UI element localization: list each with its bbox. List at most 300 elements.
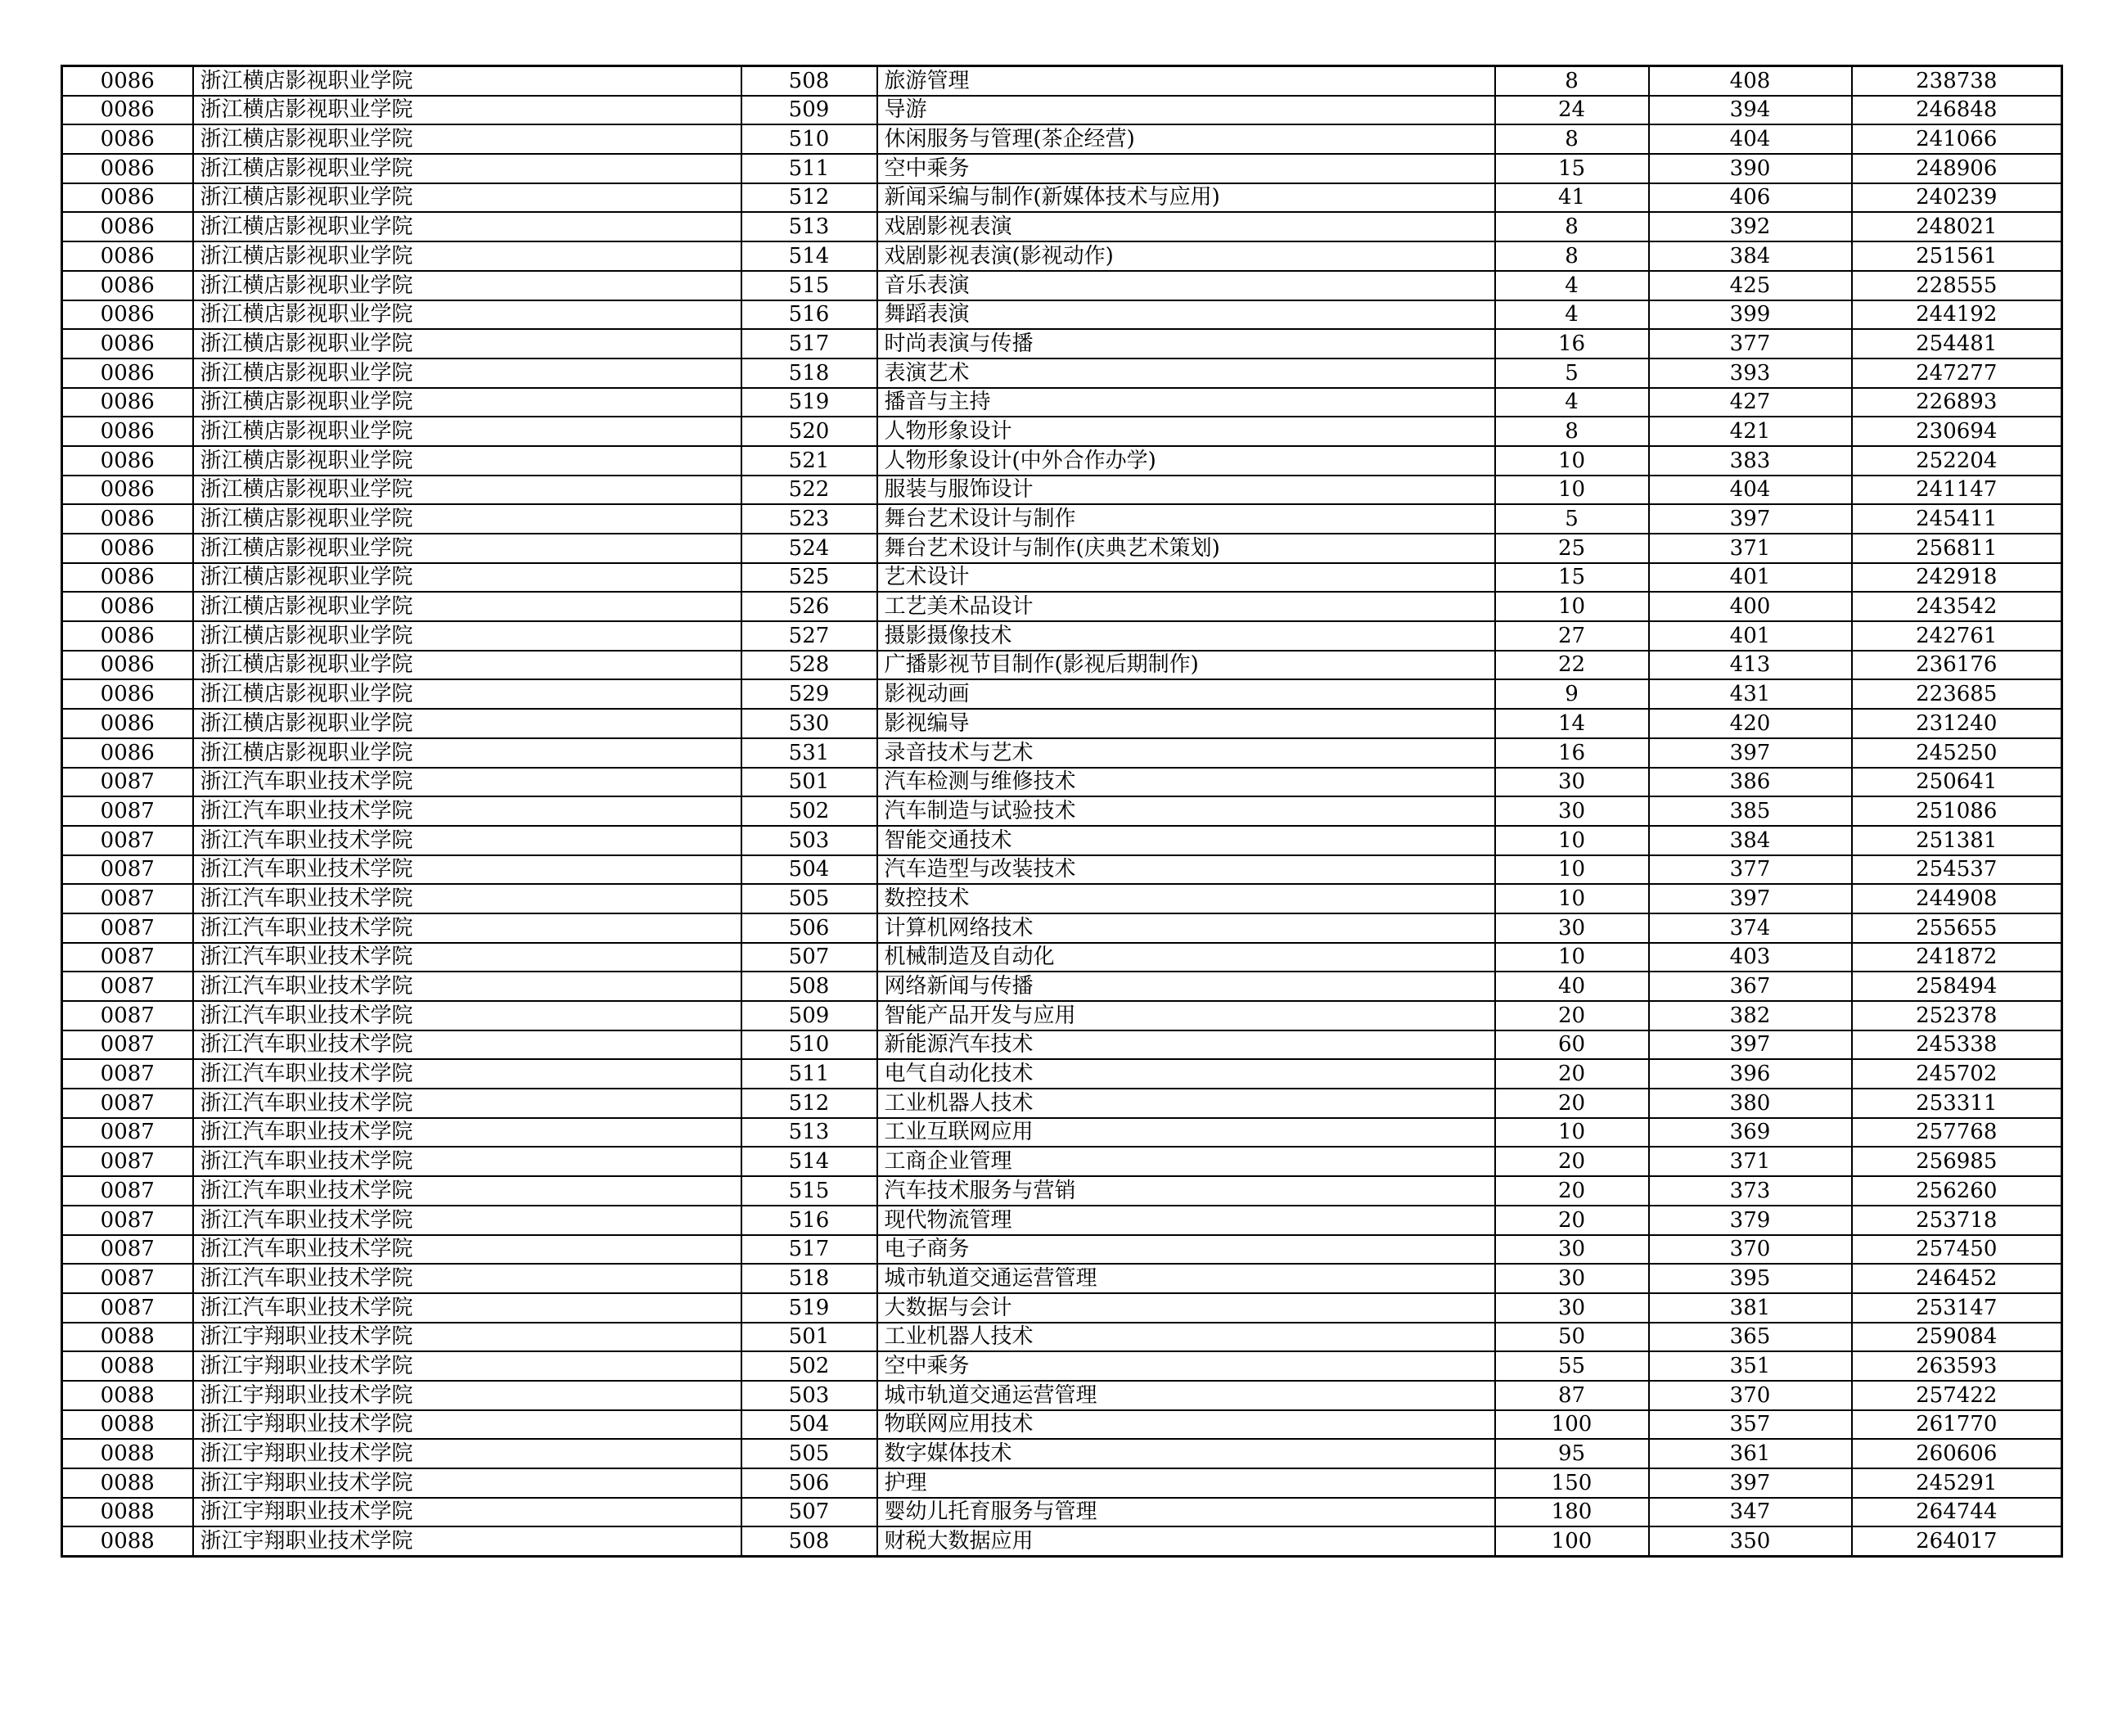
school-code-cell: 0086 — [62, 212, 193, 241]
quota-cell: 30 — [1495, 913, 1649, 943]
score-cell: 397 — [1649, 504, 1852, 534]
school-name-cell: 浙江宇翔职业技术学院 — [193, 1526, 741, 1556]
school-code-cell: 0086 — [62, 504, 193, 534]
quota-cell: 15 — [1495, 563, 1649, 593]
school-name-cell: 浙江汽车职业技术学院 — [193, 1147, 741, 1176]
quota-cell: 8 — [1495, 417, 1649, 446]
school-name-cell: 浙江横店影视职业学院 — [193, 592, 741, 621]
rank-cell: 246452 — [1852, 1264, 2062, 1293]
school-name-cell: 浙江汽车职业技术学院 — [193, 1264, 741, 1293]
rank-cell: 245338 — [1852, 1030, 2062, 1060]
quota-cell: 4 — [1495, 300, 1649, 330]
table-row — [62, 358, 2062, 388]
quota-cell: 30 — [1495, 1264, 1649, 1293]
school-code-cell: 0087 — [62, 768, 193, 797]
school-name-cell: 浙江汽车职业技术学院 — [193, 796, 741, 826]
rank-cell: 245411 — [1852, 504, 2062, 534]
major-code-cell: 525 — [741, 563, 877, 593]
school-name-cell: 浙江横店影视职业学院 — [193, 417, 741, 446]
quota-cell: 24 — [1495, 96, 1649, 125]
major-name-cell: 计算机网络技术 — [877, 913, 1495, 943]
major-name-cell: 舞蹈表演 — [877, 300, 1495, 330]
table-row — [62, 154, 2062, 183]
major-name-cell: 休闲服务与管理(茶企经营) — [877, 124, 1495, 154]
school-code-cell: 0086 — [62, 476, 193, 505]
score-cell: 384 — [1649, 826, 1852, 855]
major-name-cell: 影视动画 — [877, 679, 1495, 709]
major-name-cell: 婴幼儿托育服务与管理 — [877, 1498, 1495, 1527]
quota-cell: 10 — [1495, 446, 1649, 476]
rank-cell: 257450 — [1852, 1235, 2062, 1265]
table-row — [62, 1498, 2062, 1527]
score-cell: 350 — [1649, 1526, 1852, 1556]
rank-cell: 241872 — [1852, 943, 2062, 972]
school-name-cell: 浙江汽车职业技术学院 — [193, 855, 741, 885]
major-name-cell: 汽车制造与试验技术 — [877, 796, 1495, 826]
quota-cell: 8 — [1495, 66, 1649, 96]
score-cell: 393 — [1649, 358, 1852, 388]
rank-cell: 244192 — [1852, 300, 2062, 330]
score-cell: 380 — [1649, 1089, 1852, 1118]
score-cell: 397 — [1649, 1468, 1852, 1498]
quota-cell: 5 — [1495, 504, 1649, 534]
school-name-cell: 浙江横店影视职业学院 — [193, 621, 741, 651]
table-row — [62, 534, 2062, 563]
table-row — [62, 329, 2062, 358]
major-code-cell: 504 — [741, 1410, 877, 1440]
quota-cell: 100 — [1495, 1526, 1649, 1556]
major-code-cell: 513 — [741, 212, 877, 241]
school-name-cell: 浙江横店影视职业学院 — [193, 709, 741, 738]
score-cell: 384 — [1649, 241, 1852, 271]
major-code-cell: 524 — [741, 534, 877, 563]
major-code-cell: 514 — [741, 241, 877, 271]
rank-cell: 253311 — [1852, 1089, 2062, 1118]
rank-cell: 236176 — [1852, 651, 2062, 680]
quota-cell: 20 — [1495, 1001, 1649, 1030]
major-code-cell: 502 — [741, 796, 877, 826]
school-name-cell: 浙江汽车职业技术学院 — [193, 884, 741, 913]
table-row — [62, 621, 2062, 651]
table-row — [62, 768, 2062, 797]
quota-cell: 22 — [1495, 651, 1649, 680]
school-name-cell: 浙江宇翔职业技术学院 — [193, 1351, 741, 1381]
major-code-cell: 508 — [741, 1526, 877, 1556]
major-name-cell: 工业机器人技术 — [877, 1089, 1495, 1118]
quota-cell: 4 — [1495, 271, 1649, 300]
table-row — [62, 679, 2062, 709]
rank-cell: 248021 — [1852, 212, 2062, 241]
school-code-cell: 0087 — [62, 1235, 193, 1265]
table-row — [62, 1410, 2062, 1440]
school-code-cell: 0088 — [62, 1498, 193, 1527]
major-code-cell: 511 — [741, 154, 877, 183]
major-code-cell: 507 — [741, 1498, 877, 1527]
major-code-cell: 506 — [741, 1468, 877, 1498]
school-name-cell: 浙江横店影视职业学院 — [193, 738, 741, 768]
rank-cell: 223685 — [1852, 679, 2062, 709]
school-name-cell: 浙江汽车职业技术学院 — [193, 1206, 741, 1235]
score-cell: 365 — [1649, 1323, 1852, 1352]
rank-cell: 253718 — [1852, 1206, 2062, 1235]
rank-cell: 228555 — [1852, 271, 2062, 300]
quota-cell: 16 — [1495, 329, 1649, 358]
quota-cell: 20 — [1495, 1089, 1649, 1118]
major-name-cell: 服装与服饰设计 — [877, 476, 1495, 505]
school-code-cell: 0088 — [62, 1323, 193, 1352]
school-name-cell: 浙江汽车职业技术学院 — [193, 1118, 741, 1148]
school-code-cell: 0087 — [62, 1264, 193, 1293]
table-row — [62, 271, 2062, 300]
major-code-cell: 512 — [741, 183, 877, 213]
rank-cell: 252378 — [1852, 1001, 2062, 1030]
school-name-cell: 浙江横店影视职业学院 — [193, 329, 741, 358]
major-code-cell: 506 — [741, 913, 877, 943]
major-name-cell: 工业互联网应用 — [877, 1118, 1495, 1148]
school-code-cell: 0086 — [62, 738, 193, 768]
school-name-cell: 浙江宇翔职业技术学院 — [193, 1468, 741, 1498]
table-row — [62, 1293, 2062, 1323]
major-name-cell: 空中乘务 — [877, 1351, 1495, 1381]
rank-cell: 245291 — [1852, 1468, 2062, 1498]
major-code-cell: 510 — [741, 124, 877, 154]
quota-cell: 20 — [1495, 1059, 1649, 1089]
major-name-cell: 表演艺术 — [877, 358, 1495, 388]
school-name-cell: 浙江横店影视职业学院 — [193, 66, 741, 96]
quota-cell: 30 — [1495, 796, 1649, 826]
table-row — [62, 1439, 2062, 1468]
table-row — [62, 1176, 2062, 1206]
rank-cell: 242761 — [1852, 621, 2062, 651]
quota-cell: 10 — [1495, 476, 1649, 505]
school-name-cell: 浙江宇翔职业技术学院 — [193, 1323, 741, 1352]
quota-cell: 25 — [1495, 534, 1649, 563]
rank-cell: 259084 — [1852, 1323, 2062, 1352]
school-code-cell: 0088 — [62, 1468, 193, 1498]
major-code-cell: 516 — [741, 300, 877, 330]
major-name-cell: 财税大数据应用 — [877, 1526, 1495, 1556]
major-name-cell: 机械制造及自动化 — [877, 943, 1495, 972]
major-name-cell: 现代物流管理 — [877, 1206, 1495, 1235]
score-cell: 404 — [1649, 476, 1852, 505]
school-name-cell: 浙江横店影视职业学院 — [193, 271, 741, 300]
school-name-cell: 浙江宇翔职业技术学院 — [193, 1381, 741, 1410]
quota-cell: 10 — [1495, 826, 1649, 855]
score-cell: 420 — [1649, 709, 1852, 738]
school-code-cell: 0087 — [62, 913, 193, 943]
major-name-cell: 录音技术与艺术 — [877, 738, 1495, 768]
major-code-cell: 503 — [741, 1381, 877, 1410]
major-code-cell: 517 — [741, 329, 877, 358]
table-body — [62, 66, 2062, 1557]
rank-cell: 247277 — [1852, 358, 2062, 388]
rank-cell: 241147 — [1852, 476, 2062, 505]
major-code-cell: 520 — [741, 417, 877, 446]
score-cell: 413 — [1649, 651, 1852, 680]
table-row — [62, 1118, 2062, 1148]
major-name-cell: 护理 — [877, 1468, 1495, 1498]
score-cell: 371 — [1649, 1147, 1852, 1176]
school-code-cell: 0087 — [62, 1293, 193, 1323]
rank-cell: 241066 — [1852, 124, 2062, 154]
major-code-cell: 530 — [741, 709, 877, 738]
quota-cell: 100 — [1495, 1410, 1649, 1440]
major-code-cell: 514 — [741, 1147, 877, 1176]
quota-cell: 14 — [1495, 709, 1649, 738]
rank-cell: 256985 — [1852, 1147, 2062, 1176]
school-name-cell: 浙江汽车职业技术学院 — [193, 1089, 741, 1118]
major-code-cell: 512 — [741, 1089, 877, 1118]
table-row — [62, 1235, 2062, 1265]
score-cell: 403 — [1649, 943, 1852, 972]
table-row — [62, 1323, 2062, 1352]
score-cell: 370 — [1649, 1235, 1852, 1265]
quota-cell: 16 — [1495, 738, 1649, 768]
major-name-cell: 工商企业管理 — [877, 1147, 1495, 1176]
quota-cell: 95 — [1495, 1439, 1649, 1468]
school-name-cell: 浙江横店影视职业学院 — [193, 124, 741, 154]
score-cell: 421 — [1649, 417, 1852, 446]
score-cell: 373 — [1649, 1176, 1852, 1206]
rank-cell: 244908 — [1852, 884, 2062, 913]
major-code-cell: 509 — [741, 1001, 877, 1030]
major-name-cell: 汽车检测与维修技术 — [877, 768, 1495, 797]
major-name-cell: 数控技术 — [877, 884, 1495, 913]
rank-cell: 238738 — [1852, 66, 2062, 96]
quota-cell: 10 — [1495, 855, 1649, 885]
table-row — [62, 124, 2062, 154]
quota-cell: 180 — [1495, 1498, 1649, 1527]
table-row — [62, 66, 2062, 96]
score-cell: 367 — [1649, 972, 1852, 1001]
major-name-cell: 人物形象设计 — [877, 417, 1495, 446]
school-code-cell: 0088 — [62, 1381, 193, 1410]
table-row — [62, 913, 2062, 943]
score-cell: 404 — [1649, 124, 1852, 154]
quota-cell: 10 — [1495, 884, 1649, 913]
school-code-cell: 0086 — [62, 66, 193, 96]
score-cell: 400 — [1649, 592, 1852, 621]
major-code-cell: 529 — [741, 679, 877, 709]
table-row — [62, 1059, 2062, 1089]
school-code-cell: 0086 — [62, 358, 193, 388]
table-row — [62, 1381, 2062, 1410]
major-name-cell: 工艺美术品设计 — [877, 592, 1495, 621]
major-code-cell: 519 — [741, 1293, 877, 1323]
major-name-cell: 时尚表演与传播 — [877, 329, 1495, 358]
school-name-cell: 浙江横店影视职业学院 — [193, 446, 741, 476]
school-name-cell: 浙江横店影视职业学院 — [193, 154, 741, 183]
major-code-cell: 505 — [741, 1439, 877, 1468]
major-code-cell: 501 — [741, 1323, 877, 1352]
score-cell: 394 — [1649, 96, 1852, 125]
table-row — [62, 417, 2062, 446]
school-code-cell: 0087 — [62, 1118, 193, 1148]
major-name-cell: 广播影视节目制作(影视后期制作) — [877, 651, 1495, 680]
school-code-cell: 0088 — [62, 1439, 193, 1468]
school-code-cell: 0086 — [62, 388, 193, 417]
rank-cell: 231240 — [1852, 709, 2062, 738]
school-code-cell: 0086 — [62, 534, 193, 563]
score-cell: 401 — [1649, 621, 1852, 651]
school-name-cell: 浙江横店影视职业学院 — [193, 651, 741, 680]
table-row — [62, 972, 2062, 1001]
major-code-cell: 528 — [741, 651, 877, 680]
school-name-cell: 浙江宇翔职业技术学院 — [193, 1410, 741, 1440]
major-code-cell: 518 — [741, 1264, 877, 1293]
major-code-cell: 531 — [741, 738, 877, 768]
school-name-cell: 浙江汽车职业技术学院 — [193, 1001, 741, 1030]
table-row — [62, 183, 2062, 213]
rank-cell: 252204 — [1852, 446, 2062, 476]
major-name-cell: 大数据与会计 — [877, 1293, 1495, 1323]
score-cell: 386 — [1649, 768, 1852, 797]
school-code-cell: 0087 — [62, 972, 193, 1001]
rank-cell: 242918 — [1852, 563, 2062, 593]
score-cell: 379 — [1649, 1206, 1852, 1235]
quota-cell: 27 — [1495, 621, 1649, 651]
rank-cell: 254537 — [1852, 855, 2062, 885]
major-name-cell: 导游 — [877, 96, 1495, 125]
major-code-cell: 517 — [741, 1235, 877, 1265]
school-name-cell: 浙江横店影视职业学院 — [193, 534, 741, 563]
score-cell: 374 — [1649, 913, 1852, 943]
major-code-cell: 505 — [741, 884, 877, 913]
quota-cell: 9 — [1495, 679, 1649, 709]
quota-cell: 8 — [1495, 212, 1649, 241]
table-row — [62, 738, 2062, 768]
table-row — [62, 1526, 2062, 1556]
major-name-cell: 戏剧影视表演 — [877, 212, 1495, 241]
major-code-cell: 509 — [741, 96, 877, 125]
rank-cell: 258494 — [1852, 972, 2062, 1001]
school-code-cell: 0087 — [62, 1001, 193, 1030]
table-row — [62, 1030, 2062, 1060]
score-cell: 390 — [1649, 154, 1852, 183]
score-cell: 408 — [1649, 66, 1852, 96]
school-code-cell: 0088 — [62, 1410, 193, 1440]
school-code-cell: 0087 — [62, 1206, 193, 1235]
major-name-cell: 音乐表演 — [877, 271, 1495, 300]
score-cell: 369 — [1649, 1118, 1852, 1148]
school-code-cell: 0086 — [62, 124, 193, 154]
school-code-cell: 0087 — [62, 855, 193, 885]
school-name-cell: 浙江横店影视职业学院 — [193, 358, 741, 388]
school-code-cell: 0086 — [62, 329, 193, 358]
school-code-cell: 0087 — [62, 1030, 193, 1060]
score-cell: 381 — [1649, 1293, 1852, 1323]
major-code-cell: 511 — [741, 1059, 877, 1089]
school-name-cell: 浙江横店影视职业学院 — [193, 563, 741, 593]
major-name-cell: 工业机器人技术 — [877, 1323, 1495, 1352]
table-row — [62, 1351, 2062, 1381]
quota-cell: 30 — [1495, 1293, 1649, 1323]
table-row — [62, 300, 2062, 330]
school-name-cell: 浙江横店影视职业学院 — [193, 300, 741, 330]
major-code-cell: 523 — [741, 504, 877, 534]
major-code-cell: 516 — [741, 1206, 877, 1235]
school-name-cell: 浙江汽车职业技术学院 — [193, 1235, 741, 1265]
major-code-cell: 507 — [741, 943, 877, 972]
table-row — [62, 1089, 2062, 1118]
major-name-cell: 空中乘务 — [877, 154, 1495, 183]
school-name-cell: 浙江横店影视职业学院 — [193, 476, 741, 505]
score-cell: 377 — [1649, 329, 1852, 358]
quota-cell: 55 — [1495, 1351, 1649, 1381]
score-cell: 392 — [1649, 212, 1852, 241]
major-name-cell: 智能产品开发与应用 — [877, 1001, 1495, 1030]
score-cell: 371 — [1649, 534, 1852, 563]
table-row — [62, 651, 2062, 680]
major-name-cell: 新能源汽车技术 — [877, 1030, 1495, 1060]
quota-cell: 15 — [1495, 154, 1649, 183]
table-row — [62, 855, 2062, 885]
major-name-cell: 影视编导 — [877, 709, 1495, 738]
school-name-cell: 浙江汽车职业技术学院 — [193, 943, 741, 972]
rank-cell: 257422 — [1852, 1381, 2062, 1410]
major-name-cell: 电气自动化技术 — [877, 1059, 1495, 1089]
score-cell: 397 — [1649, 738, 1852, 768]
admission-table — [61, 65, 2063, 1558]
major-code-cell: 521 — [741, 446, 877, 476]
score-cell: 385 — [1649, 796, 1852, 826]
quota-cell: 41 — [1495, 183, 1649, 213]
rank-cell: 245702 — [1852, 1059, 2062, 1089]
major-name-cell: 旅游管理 — [877, 66, 1495, 96]
quota-cell: 10 — [1495, 1118, 1649, 1148]
score-cell: 397 — [1649, 884, 1852, 913]
quota-cell: 50 — [1495, 1323, 1649, 1352]
major-code-cell: 510 — [741, 1030, 877, 1060]
school-code-cell: 0086 — [62, 154, 193, 183]
school-name-cell: 浙江汽车职业技术学院 — [193, 826, 741, 855]
rank-cell: 240239 — [1852, 183, 2062, 213]
school-code-cell: 0087 — [62, 1059, 193, 1089]
school-name-cell: 浙江汽车职业技术学院 — [193, 1176, 741, 1206]
score-cell: 347 — [1649, 1498, 1852, 1527]
table-row — [62, 388, 2062, 417]
rank-cell: 256260 — [1852, 1176, 2062, 1206]
school-name-cell: 浙江横店影视职业学院 — [193, 183, 741, 213]
school-code-cell: 0086 — [62, 592, 193, 621]
major-name-cell: 播音与主持 — [877, 388, 1495, 417]
rank-cell: 250641 — [1852, 768, 2062, 797]
major-code-cell: 515 — [741, 271, 877, 300]
quota-cell: 10 — [1495, 943, 1649, 972]
rank-cell: 230694 — [1852, 417, 2062, 446]
school-name-cell: 浙江汽车职业技术学院 — [193, 768, 741, 797]
major-name-cell: 城市轨道交通运营管理 — [877, 1264, 1495, 1293]
table-row — [62, 1468, 2062, 1498]
school-code-cell: 0086 — [62, 446, 193, 476]
table-row — [62, 1147, 2062, 1176]
major-name-cell: 新闻采编与制作(新媒体技术与应用) — [877, 183, 1495, 213]
school-code-cell: 0086 — [62, 241, 193, 271]
table-row — [62, 796, 2062, 826]
table-row — [62, 96, 2062, 125]
school-name-cell: 浙江横店影视职业学院 — [193, 241, 741, 271]
major-code-cell: 526 — [741, 592, 877, 621]
major-name-cell: 汽车造型与改装技术 — [877, 855, 1495, 885]
score-cell: 425 — [1649, 271, 1852, 300]
major-code-cell: 504 — [741, 855, 877, 885]
school-name-cell: 浙江汽车职业技术学院 — [193, 972, 741, 1001]
rank-cell: 254481 — [1852, 329, 2062, 358]
quota-cell: 20 — [1495, 1206, 1649, 1235]
school-name-cell: 浙江宇翔职业技术学院 — [193, 1439, 741, 1468]
major-code-cell: 513 — [741, 1118, 877, 1148]
quota-cell: 30 — [1495, 1235, 1649, 1265]
